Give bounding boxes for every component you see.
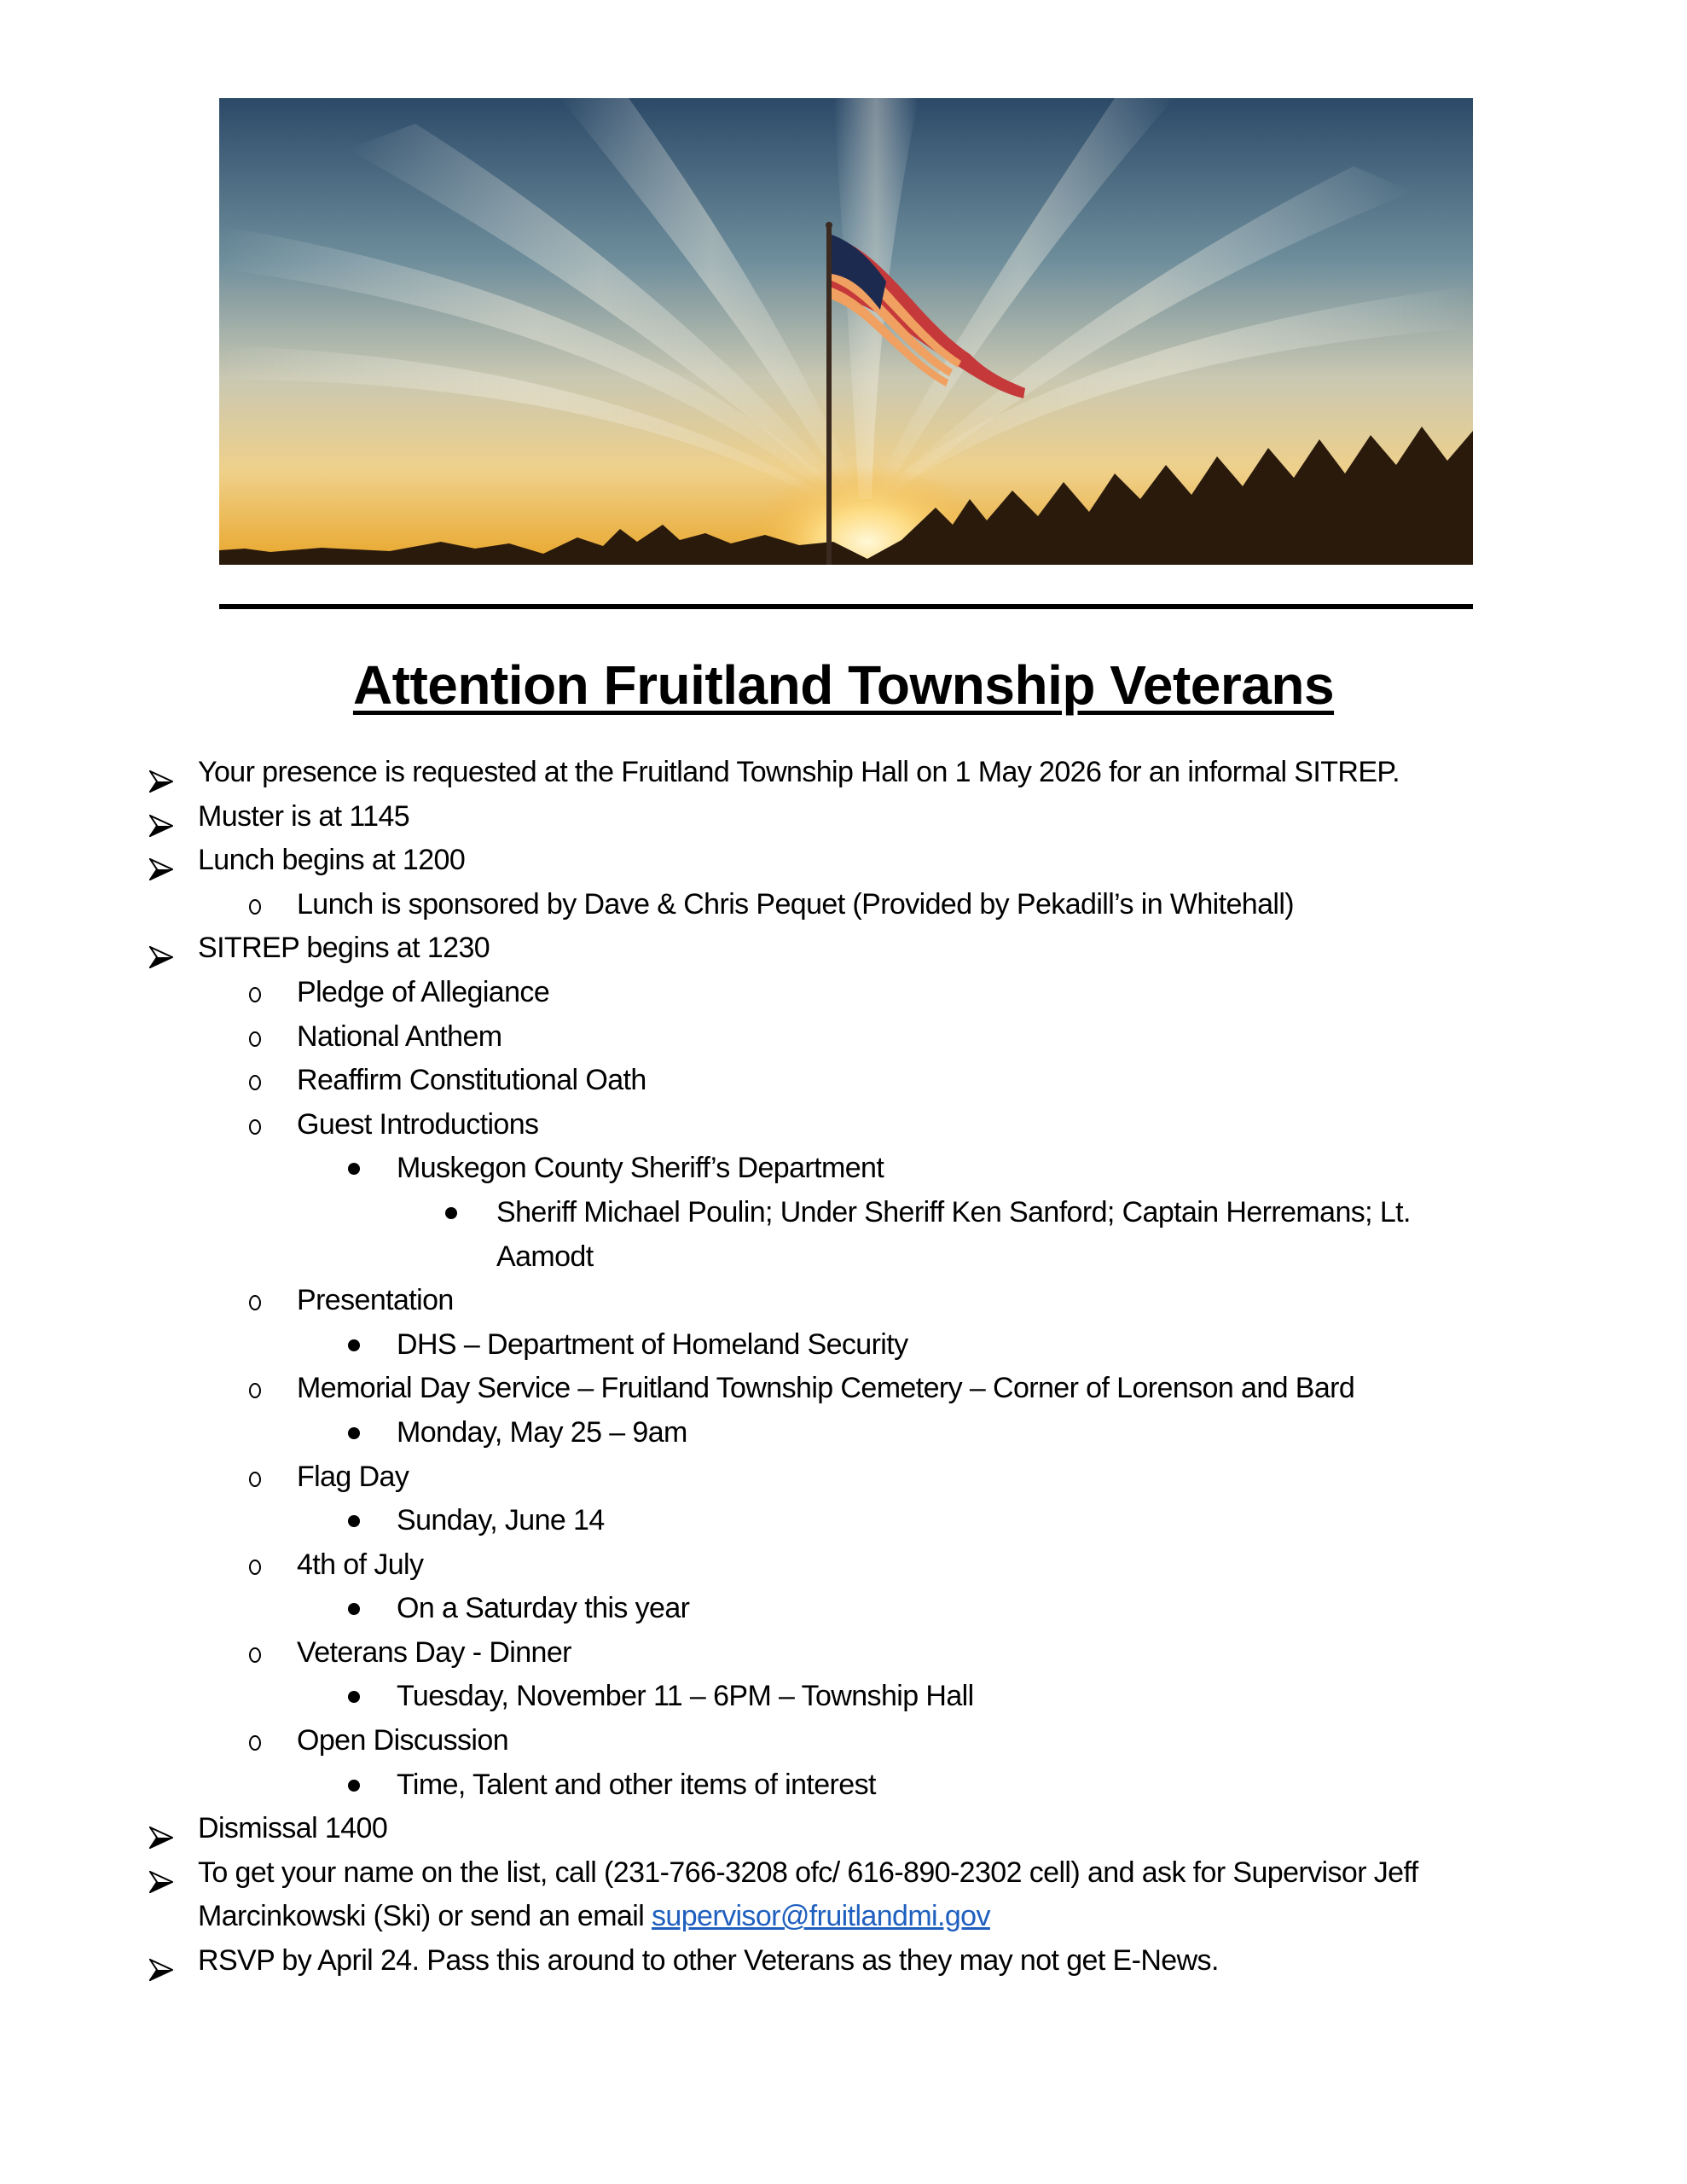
list-item-text: On a Saturday this year bbox=[397, 1592, 690, 1625]
list-item bbox=[0, 1191, 1687, 1235]
list-item bbox=[0, 795, 1687, 839]
list-item bbox=[0, 1939, 1687, 1984]
circle-bullet-icon bbox=[249, 1735, 261, 1751]
list-item bbox=[0, 1015, 1687, 1060]
circle-bullet-icon bbox=[249, 1472, 261, 1487]
list-item-text: Sheriff Michael Poulin; Under Sheriff Ken Sanford; Captain Herremans; Lt. bbox=[496, 1195, 1411, 1228]
arrow-bullet-icon bbox=[149, 938, 173, 960]
list-item bbox=[0, 1499, 1687, 1543]
circle-bullet-icon bbox=[249, 1075, 261, 1090]
agenda-list bbox=[0, 751, 1687, 1984]
list-item-continuation bbox=[0, 1895, 1687, 1939]
list-item bbox=[0, 971, 1687, 1015]
list-item bbox=[0, 1235, 1687, 1280]
list-item bbox=[0, 883, 1687, 927]
list-item bbox=[0, 1147, 1687, 1191]
list-item-text: SITREP begins at 1230 bbox=[198, 932, 490, 965]
circle-bullet-icon bbox=[249, 1119, 261, 1135]
list-item-text: Time, Talent and other items of interest bbox=[397, 1768, 876, 1801]
contact-line bbox=[198, 1895, 990, 1939]
list-item bbox=[0, 1587, 1687, 1631]
circle-bullet-icon bbox=[249, 1031, 261, 1047]
arrow-bullet-icon bbox=[149, 1950, 173, 1972]
list-item bbox=[0, 1279, 1687, 1323]
circle-bullet-icon bbox=[249, 1383, 261, 1398]
list-item-text: Reaffirm Constitutional Oath bbox=[297, 1064, 646, 1097]
list-item bbox=[0, 1763, 1687, 1808]
horizontal-divider bbox=[219, 604, 1473, 609]
dot-bullet-icon bbox=[348, 1339, 360, 1351]
arrow-bullet-icon bbox=[149, 850, 173, 872]
list-item-text: Aamodt bbox=[496, 1240, 594, 1273]
list-item-text: Sunday, June 14 bbox=[397, 1504, 605, 1537]
list-item bbox=[0, 1675, 1687, 1719]
list-item bbox=[0, 1103, 1687, 1147]
list-item bbox=[0, 1455, 1687, 1500]
list-item-text: Guest Introductions bbox=[297, 1107, 539, 1141]
flag-sunset-illustration bbox=[219, 98, 1473, 565]
list-item bbox=[0, 1719, 1687, 1763]
circle-bullet-icon bbox=[249, 987, 261, 1002]
list-item-text: Dismissal 1400 bbox=[198, 1812, 388, 1845]
page-title-text: Attention Fruitland Township Veterans bbox=[352, 654, 1335, 716]
dot-bullet-icon bbox=[348, 1780, 360, 1792]
hero-flag-sunset-image bbox=[219, 98, 1473, 565]
dot-bullet-icon bbox=[445, 1207, 457, 1219]
rsvp-text: RSVP by April 24. Pass this around to other Veterans as they may not get E-News. bbox=[198, 1944, 1219, 1978]
list-item-text: Pledge of Allegiance bbox=[297, 975, 550, 1008]
list-item-text: Open Discussion bbox=[297, 1724, 509, 1757]
list-item bbox=[0, 1851, 1687, 1896]
dot-bullet-icon bbox=[348, 1515, 360, 1527]
list-item bbox=[0, 751, 1687, 795]
circle-bullet-icon bbox=[249, 1295, 261, 1310]
list-item bbox=[0, 1323, 1687, 1368]
list-item-text: Muster is at 1145 bbox=[198, 799, 410, 833]
list-item-text: To get your name on the list, call (231-766-3208 ofc/ 616-890-2302 cell) and ask for Supervisor Jeff bbox=[198, 1856, 1418, 1889]
list-item-text: Muskegon County Sheriff’s Department bbox=[397, 1152, 884, 1185]
circle-bullet-icon bbox=[249, 1647, 261, 1663]
list-item-text: Veterans Day - Dinner bbox=[297, 1635, 571, 1669]
list-item-text: 4th of July bbox=[297, 1548, 424, 1581]
circle-bullet-icon bbox=[249, 899, 261, 915]
list-item bbox=[0, 1059, 1687, 1103]
dot-bullet-icon bbox=[348, 1427, 360, 1439]
list-item-text: Lunch begins at 1200 bbox=[198, 844, 466, 877]
dot-bullet-icon bbox=[348, 1603, 360, 1615]
list-item bbox=[0, 1631, 1687, 1676]
list-item-text: DHS – Department of Homeland Security bbox=[397, 1327, 908, 1361]
list-item bbox=[0, 1367, 1687, 1411]
arrow-bullet-icon bbox=[149, 1818, 173, 1840]
list-item-text: Memorial Day Service – Fruitland Township Cemetery – Corner of Lorenson and Bard bbox=[297, 1372, 1355, 1405]
list-item-text: Your presence is requested at the Fruitland Township Hall on 1 May 2026 for an informal SITREP. bbox=[198, 756, 1400, 788]
list-item bbox=[0, 1411, 1687, 1455]
contact-line-text: Marcinkowski (Ski) or send an email bbox=[198, 1900, 652, 1933]
list-item-text: Monday, May 25 – 9am bbox=[397, 1415, 687, 1449]
arrow-bullet-icon bbox=[149, 1862, 173, 1885]
page-title bbox=[0, 647, 1687, 723]
arrow-bullet-icon bbox=[149, 806, 173, 828]
list-item bbox=[0, 926, 1687, 971]
email-link[interactable]: supervisor@fruitlandmi.gov bbox=[652, 1900, 990, 1933]
list-item-text: Lunch is sponsored by Dave & Chris Pequet (Provided by Pekadill’s in Whitehall) bbox=[297, 887, 1295, 921]
list-item-text: Tuesday, November 11 – 6PM – Township Hall bbox=[397, 1680, 974, 1713]
list-item-text: Flag Day bbox=[297, 1460, 409, 1493]
dot-bullet-icon bbox=[348, 1691, 360, 1703]
list-item bbox=[0, 839, 1687, 883]
list-item bbox=[0, 1543, 1687, 1588]
circle-bullet-icon bbox=[249, 1560, 261, 1575]
list-item bbox=[0, 1807, 1687, 1851]
list-item-text: National Anthem bbox=[297, 1019, 502, 1053]
arrow-bullet-icon bbox=[149, 762, 173, 784]
list-item-text: Presentation bbox=[297, 1284, 454, 1317]
dot-bullet-icon bbox=[348, 1163, 360, 1175]
